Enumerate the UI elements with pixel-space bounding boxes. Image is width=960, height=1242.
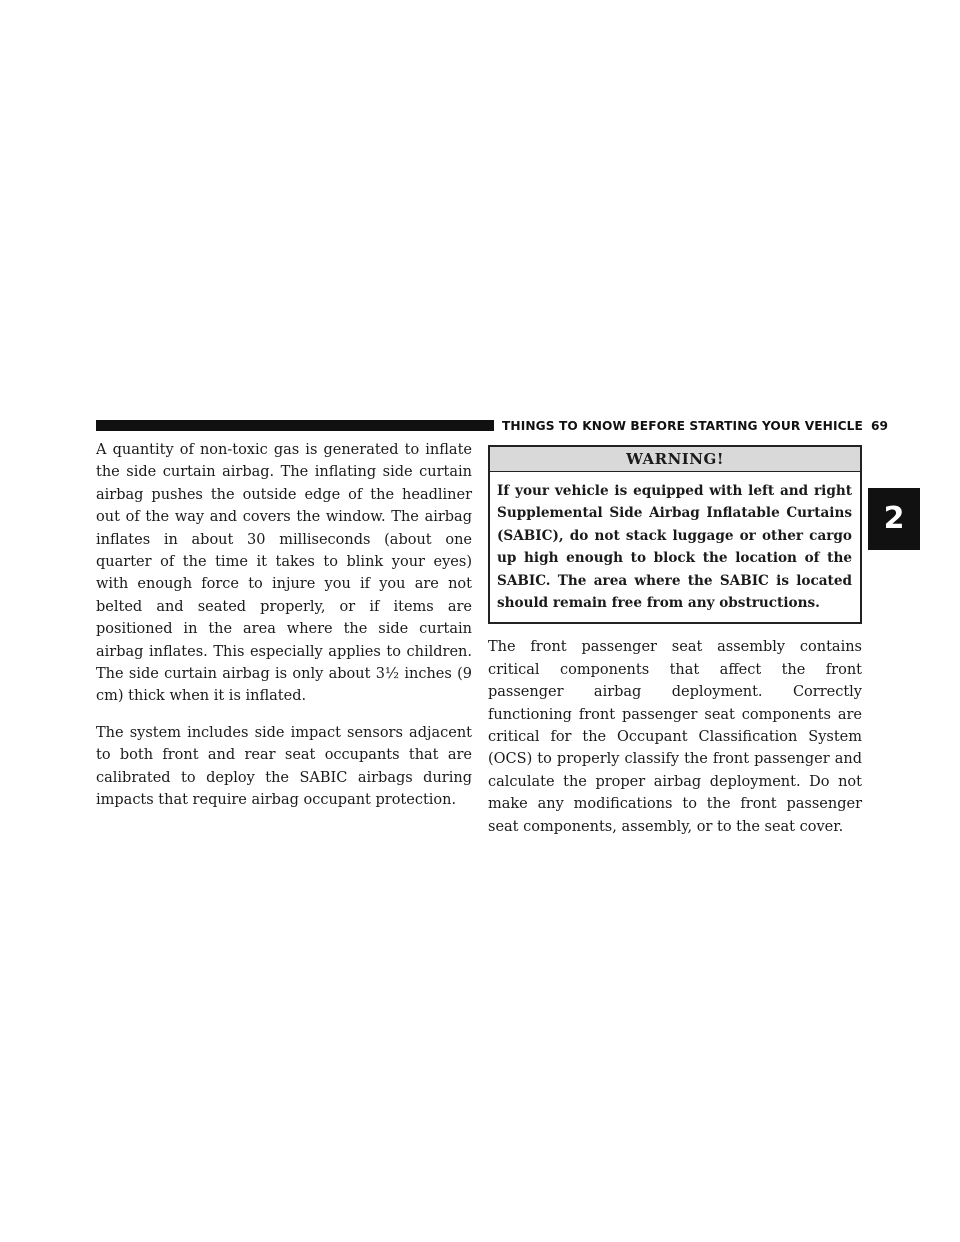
left-column: [96, 439, 472, 826]
right-column: [488, 445, 862, 852]
body-paragraph: The system includes side impact sensors adjacent to both front and rear seat occupants that are calibrated to deploy the SABIC airbags during impacts that require airbag occupant protection.: [96, 724, 472, 809]
section-title: THINGS TO KNOW BEFORE STARTING YOUR VEHICLE: [502, 419, 863, 433]
page-number: 69: [870, 419, 889, 433]
body-paragraph: The front passenger seat assembly contains critical components that affect the front passenger airbag deployment. Correctly functioning front passenger seat components are critical for the Occupant Classification System (OCS) to properly classify the front passenger and calculate the proper airbag deployment. Do not make any modifications to the front passenger seat components, assembly, or to the seat cover.: [488, 639, 862, 835]
warning-title: WARNING!: [490, 447, 860, 472]
warning-text: If your vehicle is equipped with left and right Supplemental Side Airbag Inflatable Curtains (SABIC), do not stack luggage or other cargo up high enough to block the location of the SABIC. The area where the SABIC is located should remain free from any obstructions.: [497, 483, 852, 612]
running-header: [502, 418, 889, 434]
warning-box: [488, 445, 862, 624]
body-paragraph: A quantity of non-toxic gas is generated to inflate the side curtain airbag. The inflating side curtain airbag pushes the outside edge of the headliner out of the way and covers the window. The airbag inflates in about 30 milliseconds (about one quarter of the time it takes to blink your eyes) with enough force to injure you if you are not belted and seated properly, or if items are positioned in the area where the side curtain airbag inflates. This especially applies to children. The side curtain airbag is only about 3½ inches (9 cm) thick when it is inflated.: [96, 442, 472, 705]
chapter-tab: 2: [868, 488, 920, 550]
header-rule: [96, 420, 494, 431]
